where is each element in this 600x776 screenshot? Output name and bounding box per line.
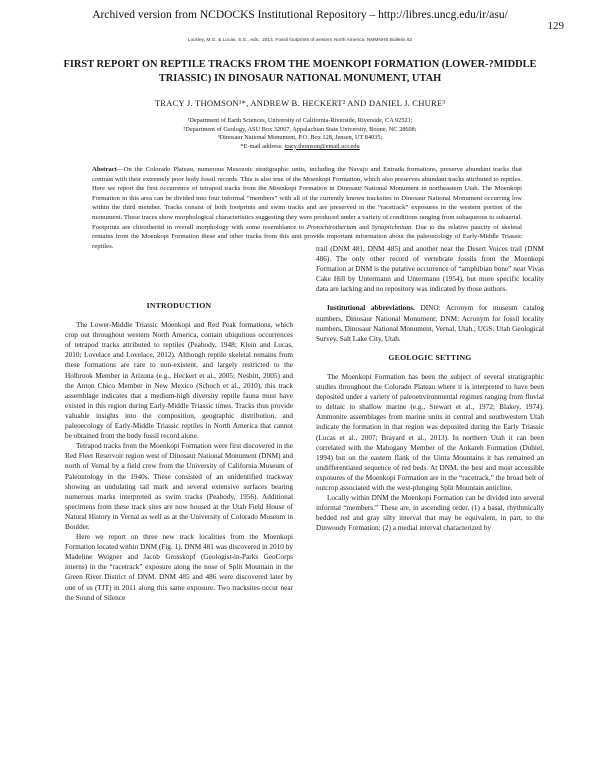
- intro-paragraph-1: The Lower-Middle Triassic Moenkopi and Red Peak formations, which crop out throughout western North America, contain ubiquitous occurrences of tetrapod tracks attributed to reptiles (Peabody, 1948; Klein and Lucas, 2010; Lovelace and Lovelace, 2012). Although reptile skeletal remains from these formations are rare to non-existent, and largely restricted to the Holbrook Member in Arizona (e.g., Heckert et al., 2005; Nesbitt, 2005) and the Anton Chico Member in New Mexico (Schoch et al., 2010), this track assemblage indicates that a medium-high diversity reptile fauna must have existed in this region during Early-Middle Triassic times. Tracks thus provide valuable insights into the composition, geographic distribution, and paleoecology of Early-Middle Triassic reptiles in North America that cannot be obtained from the body fossil record alone.: [65, 321, 293, 441]
- abstract: [92, 165, 522, 251]
- abstract-label: Abstract: [92, 166, 117, 173]
- affiliations: [0, 117, 600, 151]
- introduction-heading: INTRODUCTION: [146, 301, 212, 310]
- intro-paragraph-2: Tetrapod tracks from the Moenkopi Formation were first discovered in the Red Fleet Reservoir region west of Dinosaur National Monument (DNM) and north of Vernal by a field crew from the University of California Museum of Paleontology in the 1940s. These consisted of an unidentified trackway showing an undulating tail mark and several extensive surfaces bearing numerous marks interpreted as swim tracks (Peabody, 1956). Additional specimens from these track sites are now housed at the Utah Field House of Natural History in Vernal as well as at the University of Colorado Museum in Boulder.: [65, 442, 293, 531]
- abstract-text-2: and: [356, 223, 372, 231]
- page-number: 129: [547, 20, 564, 32]
- intro-paragraph-3: Here we report on three new track localities from the Moenkopi Formation located within DNM (Fig. 1). DNM 481 was discovered in 2010 by Madeline Weigner and Jacob Grosskopf (Geologist-in-Parks GeoCorps interns) in the “racetrack” exposure along the nose of Split Mountain in the Green River District of DNM. DNM 485 and 486 were discovered later by one of us (TJT) in 2011 along this same exposure. Two tracksites occur near the Sound of Silence: [65, 533, 293, 602]
- abstract-text-3: . Due to the relative paucity of skeletal remains from the Moenkopi Formation these and other tracks from this unit provide important information about the paleoecology of Early-Middle Triassic reptiles.: [92, 223, 522, 250]
- geology-paragraph-1: The Moenkopi Formation has been the subject of several stratigraphic studies throughout the Colorado Plateau where it is interpreted to have been deposited under a variety of paleoenvironmental regimes ranging from fluvial to deltaic to shallow marine (e.g., Stewart et al., 1972; Blakey, 1974). Ammonite assemblages from marine units in central and southwestern Utah indicate the formation in that region was deposited during the Early Triassic (Lucas et al., 2007; Brayard et al., 2013). In northern Utah it can been correlated with the Mahogany Member of the Ankareh Formation (Dubiel, 1994) but on the eastern flank of the Uinta Mountains it has remained an undifferentiated sequence of red beds. At DNM, the best and most accessible exposures of the Moenkopi Formation are in the “racetrack,” the broad belt of outcrop associated with the west-plunging Split Mountain anticline.: [316, 372, 544, 492]
- email-link[interactable]: tracy.thomson@email.ucr.edu: [284, 142, 360, 150]
- right-column: [316, 244, 544, 533]
- affiliation-1: ¹Department of Earth Sciences, University of California-Riverside, Riverside, CA 92521;: [187, 117, 413, 124]
- affiliation-2: ²Department of Geology, ASU Box 32067, Appalachian State University, Boone, NC 28608;: [183, 125, 417, 133]
- intro-paragraph-3-continued: trail (DNM 481, DNM 485) and another near the Desert Voices trail (DNM 486). The only other record of vertebrate fossils from the Moenkopi Formation at DNM is the putative occurrence of “amphibian bone” near Vivas Cake Hill by Untermann and Untermann (1954), but more specific locality data are lacking and no repository was indicated by those authors.: [316, 245, 544, 294]
- affiliation-3: ³Dinosaur National Monument, P.O. Box 128, Jensen, UT 84035;: [217, 134, 383, 142]
- abbreviations-text: DINO: Acronym for museum catalog numbers, Dinosaur National Monument; DNM: Acronym for fossil locality numbers, Dinosaur National Monument, Vernal, Utah.; UGS: Utah Geological Survey, Salt Lake City, Utah.: [316, 304, 544, 343]
- geologic-setting-heading: GEOLOGIC SETTING: [388, 352, 472, 362]
- abstract-text-1: —On the Colorado Plateau, numerous Mesozoic stratigraphic units, including the Navajo and Entrada formations, preserve abundant tracks that contrast with their extremely poor body fossil records. This is also true of the Moenkopi Formation, which also preserves abundant tracks attributed to reptiles. Here we report the first occurrence of tetrapod tracks from the Moenkopi Formation in Dinosaur National Monument in northeastern Utah. The Moenkopi Formation in this area can be divided into four informal “members” with all of the currently known tracksites in Dinosaur National Monument occurring low within the third member. Tracks consist of both footprints and swim tracks and are preserved in the “racetrack” exposures in the western portion of the monument. These traces show morphological characteristics suggesting they were produced under a variety of conditions ranging from subaqueous to subaerial. Footprints are chirotheriid in overall morphology with some resemblance to: [92, 166, 522, 231]
- citation-line: Lockley, M.G. & Lucas, S.G., eds., 2014, Fossil footprints of western North America: NMMNHS Bulletin 62: [187, 38, 413, 43]
- left-column: [65, 301, 293, 603]
- archive-banner: Archived version from NCDOCKS Institutional Repository – http://libres.uncg.edu/ir/asu/: [92, 9, 508, 21]
- abstract-taxon-2: Synaptichnium: [371, 223, 412, 231]
- abbreviations-label: Institutional abbreviations.: [327, 304, 415, 313]
- email-label: *E-mail address:: [240, 142, 283, 150]
- abbreviations-paragraph: [316, 303, 544, 343]
- paper-title: FIRST REPORT ON REPTILE TRACKS FROM THE MOENKOPI FORMATION (LOWER-?MIDDLE TRIASSIC) IN DINOSAUR NATIONAL MONUMENT, UTAH: [63, 59, 537, 84]
- abstract-taxon-1: Protochirotherium: [306, 223, 357, 231]
- email-line: [0, 143, 600, 152]
- author-list: TRACY J. THOMSON¹*, ANDREW B. HECKERT² AND DANIEL J. CHURE³: [154, 98, 446, 108]
- geology-paragraph-2: Locally within DNM the Moenkopi Formation can be divided into several informal “members.” These are, in ascending order, (1) a basal, rhythmically bedded red and gray silty interval that may be equivalent, in part, to the Dinwoody Formation; (2) a medial interval characterized by: [316, 494, 544, 533]
